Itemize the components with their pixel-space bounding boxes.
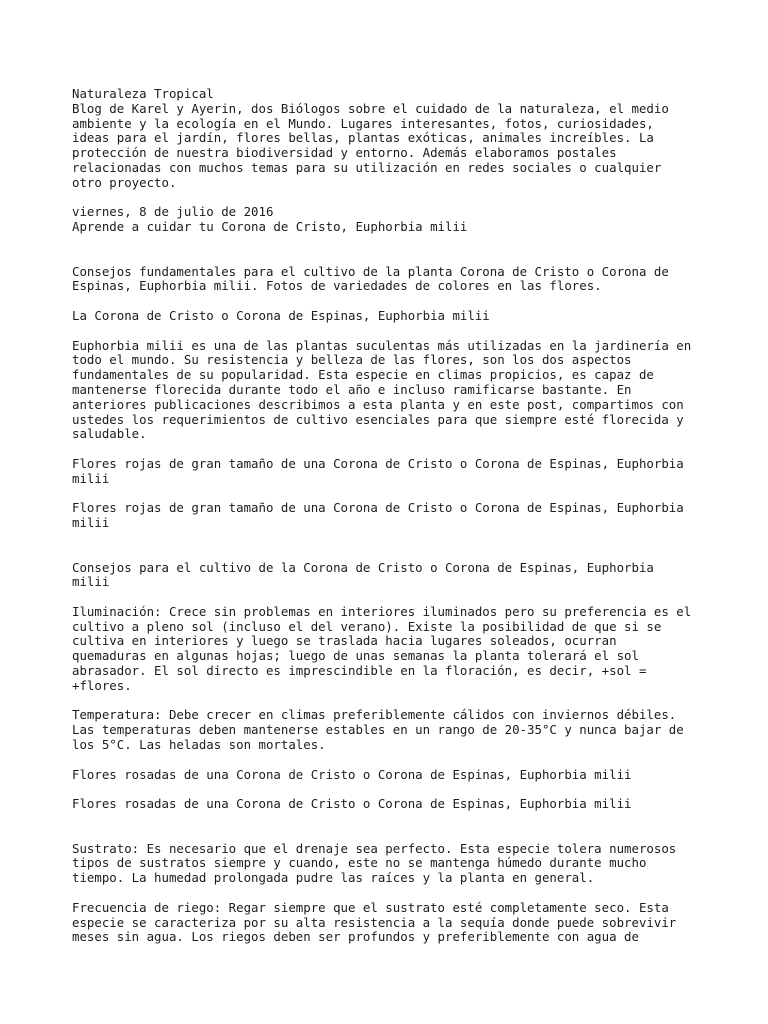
- paragraph-temperatura: Temperatura: Debe crecer en climas preferiblemente cálidos con inviernos débiles. Las temperaturas deben mantenerse estables en un rango de 20-35°C y nunca bajar de los 5°C. Las heladas son mortales.: [72, 707, 684, 753]
- post-title: Aprende a cuidar tu Corona de Cristo, Euphorbia milii: [72, 219, 468, 235]
- image-caption-red-1: Flores rojas de gran tamaño de una Corona de Cristo o Corona de Espinas, Euphorbia milii: [72, 455, 684, 486]
- document-page: [72, 87, 712, 945]
- blog-description: Blog de Karel y Ayerin, dos Biólogos sobre el cuidado de la naturaleza, el medio ambiente y la ecología en el Mundo. Lugares interesantes, fotos, curiosidades, ideas para el jardín, flores bellas, plantas exóticas, animales increíbles. La protección de nuestra biodiversidad y entorno. Además elaboramos postales relacionadas con muchos temas para su utilización en redes sociales o cualquier otro proyecto.: [72, 100, 669, 190]
- image-caption-pink-2: Flores rosadas de una Corona de Cristo o Corona de Espinas, Euphorbia milii: [72, 796, 632, 812]
- post-date: viernes, 8 de julio de 2016: [72, 204, 274, 220]
- subheading-consejos: Consejos para el cultivo de la Corona de Cristo o Corona de Espinas, Euphorbia milii: [72, 559, 654, 590]
- subheading-corona: La Corona de Cristo o Corona de Espinas, Euphorbia milii: [72, 307, 490, 323]
- paragraph-sustrato: Sustrato: Es necesario que el drenaje sea perfecto. Esta especie tolera numerosos tipos de sustratos siempre y cuando, este no se mantenga húmedo durante mucho tiempo. La humedad prolongada pudre las raíces y la planta en general.: [72, 840, 677, 886]
- paragraph-riego: Frecuencia de riego: Regar siempre que el sustrato esté completamente seco. Esta especie se caracteriza por su alta resistencia a la sequía donde puede sobrevivir meses sin agua. Los riegos deben ser profundos y preferiblemente con agua de: [72, 899, 677, 945]
- paragraph-iluminacion: Iluminación: Crece sin problemas en interiores iluminados pero su preferencia es el cultivo a pleno sol (incluso el del verano). Existe la posibilidad de que si se cultiva en interiores y luego se traslada hacia lugares soleados, ocurran quemaduras en algunas hojas; luego de unas semanas la planta tolerará el sol abrasador. El sol directo es imprescindible en la floración, es decir, +sol = +flores.: [72, 603, 692, 693]
- image-caption-pink-1: Flores rosadas de una Corona de Cristo o Corona de Espinas, Euphorbia milii: [72, 766, 632, 782]
- paragraph-euphorbia: Euphorbia milii es una de las plantas suculentas más utilizadas en la jardinería en todo el mundo. Su resistencia y belleza de las flores, son los dos aspectos fundamentales de su popularidad. Esta especie en climas propicios, es capaz de mantenerse florecida durante todo el año e incluso ramificarse bastante. En anteriores publicaciones describimos a esta planta y en este post, compartimos con ustedes los requerimientos de cultivo esenciales para que siempre esté florecida y saludable.: [72, 337, 692, 442]
- blog-title: Naturaleza Tropical: [72, 86, 214, 101]
- image-caption-red-2: Flores rojas de gran tamaño de una Corona de Cristo o Corona de Espinas, Euphorbia milii: [72, 500, 684, 531]
- post-intro: Consejos fundamentales para el cultivo de la planta Corona de Cristo o Corona de Espinas, Euphorbia milii. Fotos de variedades de colores en las flores.: [72, 263, 669, 294]
